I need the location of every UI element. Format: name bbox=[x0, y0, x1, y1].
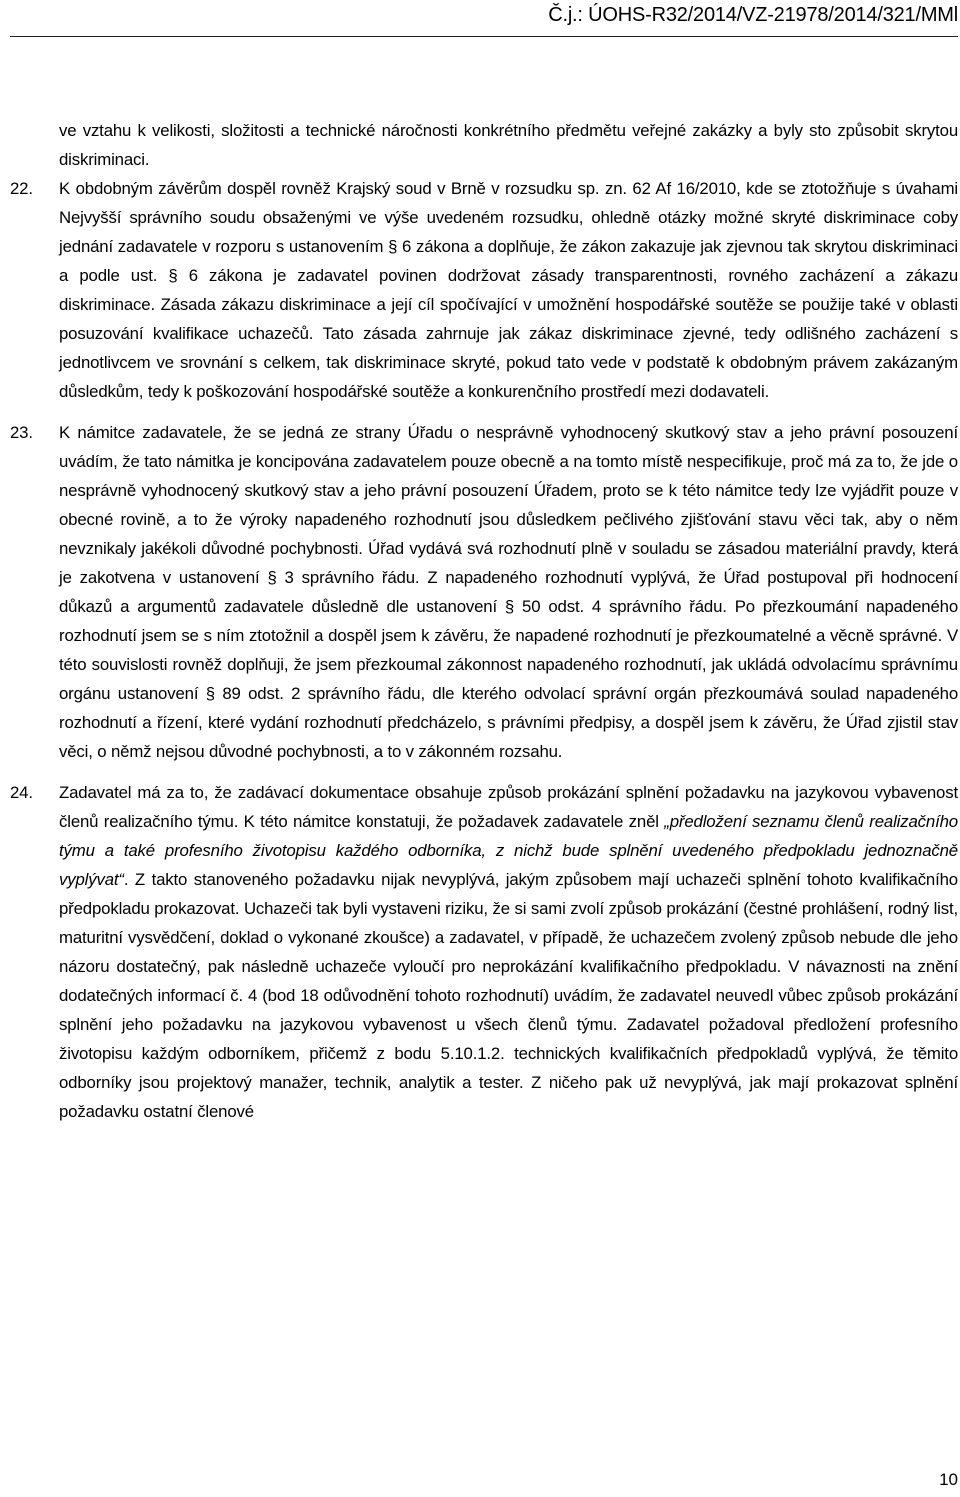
paragraph-text-after-quote: . Z takto stanoveného požadavku nijak nevyplývá, jakým způsobem mají uchazeči splnění tohoto kvalifikačního předpokladu prokazovat. Uchazeči tak byli vystaveni riziku, že si sami zvolí způsob prokázání (čestné prohlášení, rodný list, maturitní vysvědčení, doklad o vykonané zkoušce) a zadavatel, v případě, že uchazečem zvolený způsob nebude dle jeho názoru dostatečný, pak následně uchazeče vyloučí pro neprokázání kvalifikačního předpokladu. V návaznosti na znění dodatečných informací č. 4 (bod 18 odůvodnění tohoto rozhodnutí) uvádím, že zadavatel neuvedl vůbec způsob prokázání splnění jeho požadavku na jazykovou vybavenost u všech členů týmu. Zadavatel požadoval předložení profesního životopisu každým odborníkem, přičemž z bodu 5.10.1.2. technických kvalifikačních předpokladů vyplývá, že těmito odborníky jsou projektový manažer, technik, analytik a tester. Z ničeho pak už nevyplývá, jak mají prokazovat splnění požadavku ostatní členové bbox=[59, 870, 958, 1121]
paragraph-number: 22. bbox=[10, 179, 33, 198]
paragraph-22 bbox=[10, 174, 958, 406]
paragraph-number: 23. bbox=[10, 423, 33, 442]
paragraph-continuation bbox=[10, 116, 958, 174]
paragraph-text: K námitce zadavatele, že se jedná ze strany Úřadu o nesprávně vyhodnocený skutkový stav a jeho právní posouzení uvádím, že tato námitka je koncipována zadavatelem pouze obecně a na tomto místě nespecifikuje, proč má za to, že jde o nesprávně vyhodnocený skutkový stav a jeho právní posouzení Úřadem, proto se k této námitce tedy lze vyjádřit pouze v obecné rovině, a to že výroky napadeného rozhodnutí jsou důsledkem pečlivého zjišťování stavu věci tak, aby o něm nevznikaly jakékoli důvodné pochybnosti. Úřad vydává svá rozhodnutí plně v souladu se zásadou materiální pravdy, která je zakotvena v ustanovení § 3 správního řádu. Z napadeného rozhodnutí vyplývá, že Úřad postupoval při hodnocení důkazů a argumentů zadavatele důsledně dle ustanovení § 50 odst. 4 správního řádu. Po přezkoumání napadeného rozhodnutí jsem se s ním ztotožnil a dospěl jsem k závěru, že napadené rozhodnutí je přezkoumatelné a věcně správné. V této souvislosti rovněž doplňuji, že jsem přezkoumal zákonnost napadeného rozhodnutí, jak ukládá odvolacímu správnímu orgánu ustanovení § 89 odst. 2 správního řádu, dle kterého odvolací správní orgán přezkoumává soulad napadeného rozhodnutí a řízení, které vydání rozhodnutí předcházelo, s právními předpisy, a dospěl jsem k závěru, že Úřad zjistil stav věci, o němž nejsou důvodné pochybnosti, a to v zákonném rozsahu. bbox=[59, 423, 958, 761]
paragraph-text: K obdobným závěrům dospěl rovněž Krajský soud v Brně v rozsudku sp. zn. 62 Af 16/2010, kde se ztotožňuje s úvahami Nejvyšší správního soudu obsaženými ve výše uvedeném rozsudku, ohledně otázky možné skryté diskriminace coby jednání zadavatele v rozporu s ustanovením § 6 zákona a doplňuje, že zákon zakazuje jak zjevnou tak skrytou diskriminaci a podle ust. § 6 zákona je zadavatel povinen dodržovat zásady transparentnosti, rovného zacházení a zákazu diskriminace. Zásada zákazu diskriminace a její cíl spočívající v umožnění hospodářské soutěže se použije také v oblasti posuzování kvalifikace uchazečů. Tato zásada zahrnuje jak zákaz diskriminace zjevné, tedy odlišného zacházení s jednotlivcem ve srovnání s celkem, tak diskriminace skryté, pokud tato vede v podstatě k obdobným právem zakázaným důsledkům, tedy k poškozování hospodářské soutěže a konkurenčního prostředí mezi dodavateli. bbox=[59, 179, 958, 401]
quoted-requirement: „předložení seznamu členů realizačního týmu a také profesního životopisu každého odborníka, z nichž bude splnění uvedeného předpokladu jednoznačně vyplývat“ bbox=[59, 812, 958, 889]
header-divider bbox=[10, 36, 958, 37]
paragraph-number: 24. bbox=[10, 783, 33, 802]
paragraph-24 bbox=[10, 778, 958, 1126]
paragraph-text-before-quote: Zadavatel má za to, že zadávací dokumentace obsahuje způsob prokázání splnění požadavku na jazykovou vybavenost členů realizačního týmu. K této námitce konstatuji, že požadavek zadavatele zněl bbox=[59, 783, 958, 831]
page-number: 10 bbox=[939, 1470, 958, 1489]
paragraph-text: ve vztahu k velikosti, složitosti a technické náročnosti konkrétního předmětu veřejné zakázky a byly sto způsobit skrytou diskriminaci. bbox=[59, 121, 958, 169]
document-reference-number: Č.j.: ÚOHS-R32/2014/VZ-21978/2014/321/MMl bbox=[548, 4, 958, 26]
paragraph-23 bbox=[10, 418, 958, 766]
document-body bbox=[10, 116, 958, 1126]
